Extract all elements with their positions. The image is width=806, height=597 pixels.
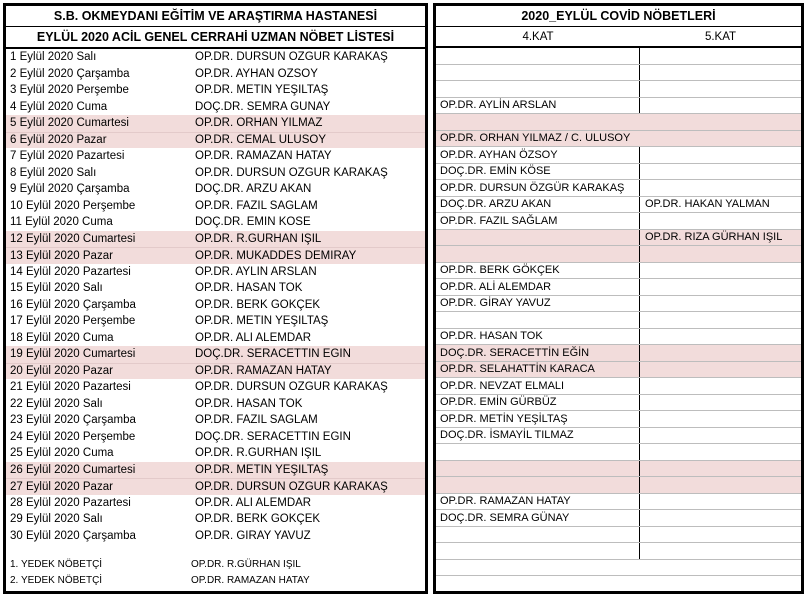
surgeon-cell: OP.DR. METİN YEŞİLTAŞ (195, 463, 329, 476)
surgeon-cell: DOÇ.DR. SEMRA GÜNAY (195, 100, 331, 113)
covid-duty-panel (433, 3, 804, 594)
kat4-cell: OP.DR. METİN YEŞİLTAŞ (436, 411, 640, 427)
covid-row (436, 147, 801, 164)
surgeon-cell: OP.DR. FAZIL SAĞLAM (195, 414, 318, 427)
left-panel-header (6, 6, 425, 49)
kat5-cell: OP.DR. RIZA GÜRHAN IŞIL (645, 231, 783, 244)
kat5-cell (640, 543, 801, 559)
kat4-cell (436, 543, 640, 559)
covid-row (436, 477, 801, 494)
kat5-cell (640, 395, 801, 411)
surgeon-cell: OP.DR. RAMAZAN HATAY (195, 365, 332, 378)
kat5-cell (640, 147, 801, 163)
date-cell: 7 Eylül 2020 Pazartesi (10, 150, 125, 163)
kat4-cell: DOÇ.DR. İSMAYİL TILMAZ (436, 428, 640, 444)
covid-row (436, 197, 801, 214)
hospital-name: S.B. OKMEYDANI EĞİTİM VE ARAŞTIRMA HASTANESİ (6, 6, 425, 27)
kat4-cell: DOÇ.DR. SEMRA GÜNAY (436, 510, 640, 526)
surgeon-cell: OP.DR. DURSUN ÖZGÜR KARAKAŞ (195, 381, 388, 394)
surgeon-cell: OP.DR. BERK GÖKÇEK (195, 298, 321, 311)
surgeon-cell: OP.DR. R.GÜRHAN IŞIL (195, 447, 322, 460)
kat4-cell (436, 461, 640, 477)
covid-row (436, 312, 801, 329)
kat4-cell: DOÇ.DR. ARZU AKAN (436, 197, 640, 213)
kat4-cell (436, 444, 640, 460)
reserve-section (6, 556, 425, 591)
kat4-cell (436, 114, 801, 130)
kat5-cell (640, 477, 801, 493)
surgeon-cell: OP.DR. ALİ ALEMDAR (195, 496, 312, 509)
surgeon-cell: DOÇ.DR. EMİN KÖSE (195, 216, 311, 229)
covid-row (436, 65, 801, 82)
kat4-cell (436, 477, 640, 493)
surgeon-cell: OP.DR. RAMAZAN HATAY (195, 150, 332, 163)
kat5-cell (640, 494, 801, 510)
surgeon-cell: OP.DR. FAZIL SAĞLAM (195, 199, 318, 212)
date-cell: 30 Eylül 2020 Çarşamba (10, 529, 136, 542)
covid-row (436, 81, 801, 98)
surgeon-cell: OP.DR. HASAN TOK (195, 282, 303, 295)
date-cell: 11 Eylül 2020 Cuma (10, 216, 113, 229)
kat4-cell: OP.DR. FAZIL SAĞLAM (436, 213, 640, 229)
duty-row (6, 181, 425, 198)
surgeon-cell: DOÇ.DR. ARZU AKAN (195, 183, 312, 196)
date-cell: 27 Eylül 2020 Pazar (10, 480, 113, 493)
kat5-cell (640, 65, 801, 81)
kat4-cell: OP.DR. EMİN GÜRBÜZ (436, 395, 640, 411)
kat4-cell: OP.DR. AYLİN ARSLAN (436, 98, 640, 114)
date-cell: 21 Eylül 2020 Pazartesi (10, 381, 131, 394)
duty-row (6, 445, 425, 462)
duty-row (6, 280, 425, 297)
surgeon-cell: OP.DR. MUKADDES DEMİRAY (195, 249, 357, 262)
kat5-cell (640, 461, 801, 477)
date-cell: 28 Eylül 2020 Pazartesi (10, 496, 131, 509)
covid-column-headers (436, 27, 801, 48)
date-cell: 1 Eylül 2020 Salı (10, 51, 97, 64)
covid-row (436, 180, 801, 197)
duty-row (6, 198, 425, 215)
kat5-cell (640, 279, 801, 295)
date-cell: 22 Eylül 2020 Salı (10, 397, 103, 410)
kat5-cell (640, 345, 801, 361)
kat5-cell (640, 296, 801, 312)
covid-row (436, 114, 801, 131)
kat5-cell (640, 213, 801, 229)
kat4-cell (436, 246, 640, 262)
duty-row (6, 99, 425, 116)
kat4-cell (436, 527, 640, 543)
kat5-cell (640, 263, 801, 279)
date-cell: 9 Eylül 2020 Çarşamba (10, 183, 130, 196)
kat4-cell: OP.DR. NEVZAT ELMALI (436, 378, 640, 394)
covid-row (436, 164, 801, 181)
surgeon-cell: OP.DR. DURSUN ÖZGÜR KARAKAŞ (195, 166, 388, 179)
surgeon-cell: OP.DR. DURSUN ÖZGÜR KARAKAŞ (195, 480, 388, 493)
kat4-cell (436, 81, 640, 97)
date-cell: 19 Eylül 2020 Cumartesi (10, 348, 136, 361)
kat5-cell: OP.DR. HAKAN YALMAN (645, 198, 770, 211)
kat5-cell (640, 329, 801, 345)
kat5-cell (640, 362, 801, 378)
covid-row (436, 444, 801, 461)
date-cell: 4 Eylül 2020 Cuma (10, 100, 108, 113)
duty-row (6, 231, 425, 248)
duty-row (6, 148, 425, 165)
date-cell: 17 Eylül 2020 Perşembe (10, 315, 136, 328)
duty-row (6, 528, 425, 545)
kat4-cell: OP.DR. SELAHATTİN KARACA (436, 362, 640, 378)
list-title: EYLÜL 2020 ACİL GENEL CERRAHİ UZMAN NÖBET LİSTESİ (36, 30, 395, 44)
surgeon-cell: OP.DR. BERK GÖKÇEK (195, 513, 321, 526)
duty-row (6, 330, 425, 347)
duty-row (6, 115, 425, 132)
duty-row (6, 412, 425, 429)
covid-row (436, 296, 801, 313)
empty-row (436, 543, 801, 560)
surgeon-cell: OP.DR. ALİ ALEMDAR (195, 331, 312, 344)
duty-row (6, 49, 425, 66)
covid-row (436, 461, 801, 478)
kat4-cell: DOÇ.DR. EMİN KÖSE (436, 164, 640, 180)
date-cell: 23 Eylül 2020 Çarşamba (10, 414, 136, 427)
kat5-cell (640, 98, 801, 114)
date-cell: 5 Eylül 2020 Cumartesi (10, 117, 129, 130)
surgeon-cell: OP.DR. DURSUN ÖZGÜR KARAKAŞ (195, 51, 388, 64)
date-cell: 6 Eylül 2020 Pazar (10, 134, 107, 147)
duty-row (6, 396, 425, 413)
date-cell: 24 Eylül 2020 Perşembe (10, 430, 136, 443)
duty-row (6, 429, 425, 446)
date-cell: 26 Eylül 2020 Cumartesi (10, 463, 136, 476)
surgeon-cell: OP.DR. ORHAN YILMAZ (195, 117, 323, 130)
reserve-label: 1. YEDEK NÖBETÇİ (10, 558, 103, 570)
covid-row (436, 48, 801, 65)
duty-row (6, 478, 425, 495)
kat5-cell (640, 428, 801, 444)
kat5-cell (640, 312, 801, 328)
duty-row (6, 132, 425, 149)
reserve-label: 2. YEDEK NÖBETÇİ (10, 574, 103, 586)
covid-row (436, 230, 801, 247)
duty-row (6, 264, 425, 281)
covid-duty-rows (436, 48, 801, 543)
covid-row (436, 395, 801, 412)
duty-row (6, 66, 425, 83)
date-cell: 10 Eylül 2020 Perşembe (10, 199, 136, 212)
duty-row (6, 511, 425, 528)
covid-row (436, 411, 801, 428)
surgeon-cell: OP.DR. AYHAN ÖZSOY (195, 67, 318, 80)
date-cell: 15 Eylül 2020 Salı (10, 282, 103, 295)
covid-row (436, 345, 801, 362)
date-cell: 20 Eylül 2020 Pazar (10, 365, 113, 378)
kat5-cell (640, 378, 801, 394)
duty-row (6, 363, 425, 380)
surgery-duty-rows (6, 49, 425, 544)
covid-row (436, 510, 801, 527)
covid-row (436, 98, 801, 115)
reserve-row (6, 572, 425, 588)
surgeon-cell: OP.DR. METİN YEŞİLTAŞ (195, 315, 329, 328)
surgeon-cell: OP.DR. METİN YEŞİLTAŞ (195, 84, 329, 97)
kat4-cell: OP.DR. GİRAY YAVUZ (436, 296, 640, 312)
surgeon-cell: OP.DR. GİRAY YAVUZ (195, 529, 311, 542)
empty-row (436, 560, 801, 577)
covid-title: 2020_EYLÜL COVİD NÖBETLERİ (436, 6, 801, 27)
duty-row (6, 462, 425, 479)
duty-row (6, 346, 425, 363)
duty-row (6, 379, 425, 396)
date-cell: 3 Eylül 2020 Perşembe (10, 84, 129, 97)
kat4-cell: OP.DR. AYHAN ÖZSOY (436, 147, 640, 163)
kat4-cell (436, 65, 640, 81)
covid-row (436, 279, 801, 296)
surgeon-cell: DOÇ.DR. SERACETTİN EĞİN (195, 348, 351, 361)
kat4-cell (436, 48, 640, 64)
covid-row (436, 263, 801, 280)
covid-row (436, 131, 801, 148)
covid-row (436, 527, 801, 544)
kat4-cell: OP.DR. RAMAZAN HATAY (436, 494, 640, 510)
empty-row (436, 576, 801, 591)
date-cell: 25 Eylül 2020 Cuma (10, 447, 114, 460)
kat5-cell (640, 246, 801, 262)
covid-row (436, 329, 801, 346)
duty-row (6, 313, 425, 330)
kat5-cell (640, 48, 801, 64)
date-cell: 18 Eylül 2020 Cuma (10, 331, 114, 344)
kat4-header: 4.KAT (522, 30, 554, 43)
kat4-cell: DOÇ.DR. SERACETTİN EĞİN (436, 345, 640, 361)
duty-row (6, 247, 425, 264)
duty-row (6, 214, 425, 231)
covid-row (436, 362, 801, 379)
duty-row (6, 297, 425, 314)
date-cell: 16 Eylül 2020 Çarşamba (10, 298, 136, 311)
kat5-cell (640, 164, 801, 180)
kat5-cell (640, 510, 801, 526)
kat4-cell: OP.DR. ORHAN YILMAZ / C. ULUSOY (440, 132, 631, 145)
duty-row (6, 495, 425, 512)
date-cell: 14 Eylül 2020 Pazartesi (10, 265, 131, 278)
kat5-header: 5.KAT (704, 30, 737, 43)
date-cell: 2 Eylül 2020 Çarşamba (10, 67, 130, 80)
kat5-cell (640, 444, 801, 460)
covid-row (436, 378, 801, 395)
duty-row (6, 82, 425, 99)
surgeon-cell: OP.DR. HASAN TOK (195, 397, 303, 410)
kat5-cell (640, 81, 801, 97)
covid-row (436, 428, 801, 445)
covid-row (436, 213, 801, 230)
date-cell: 29 Eylül 2020 Salı (10, 513, 103, 526)
date-cell: 13 Eylül 2020 Pazar (10, 249, 113, 262)
surgeon-cell: DOÇ.DR. SERACETTİN EĞİN (195, 430, 351, 443)
reserve-name: OP.DR. RAMAZAN HATAY (191, 574, 310, 586)
general-surgery-duty-panel (3, 3, 428, 594)
surgeon-cell: OP.DR. AYLİN ARSLAN (195, 265, 317, 278)
date-cell: 12 Eylül 2020 Cumartesi (10, 232, 136, 245)
kat4-cell: OP.DR. DURSUN ÖZGÜR KARAKAŞ (436, 180, 640, 196)
reserve-name: OP.DR. R.GÜRHAN IŞIL (191, 558, 301, 570)
kat4-cell: OP.DR. ALİ ALEMDAR (436, 279, 640, 295)
duty-row (6, 165, 425, 182)
kat5-cell (640, 180, 801, 196)
kat4-cell (436, 230, 640, 246)
surgeon-cell: OP.DR. CEMAL ULUSOY (195, 134, 327, 147)
surgeon-cell: OP.DR. R.GÜRHAN IŞIL (195, 232, 322, 245)
kat5-cell (640, 411, 801, 427)
kat4-cell (436, 312, 640, 328)
date-cell: 8 Eylül 2020 Salı (10, 166, 97, 179)
reserve-row (6, 556, 425, 572)
kat4-cell: OP.DR. HASAN TOK (436, 329, 640, 345)
covid-row (436, 494, 801, 511)
covid-row (436, 246, 801, 263)
kat4-cell: OP.DR. BERK GÖKÇEK (436, 263, 640, 279)
kat5-cell (640, 527, 801, 543)
